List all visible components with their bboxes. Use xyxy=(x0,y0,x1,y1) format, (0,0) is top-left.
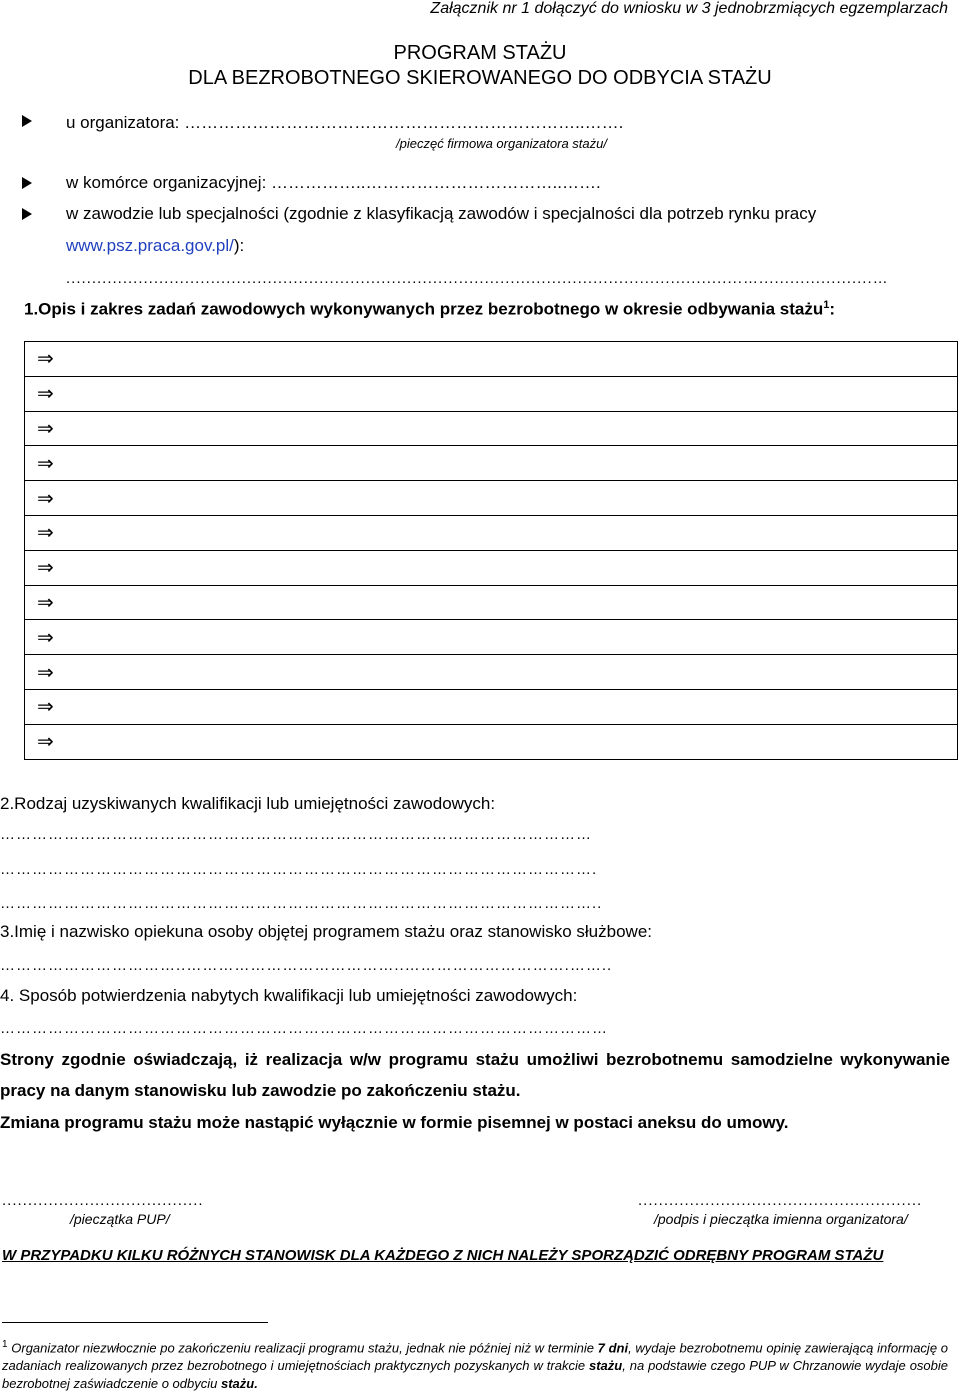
footnote-text-c: , na podstawie czego PUP w Chrzanowie wydaje osobie bezrobotnej zaświadczenie o odbyciu xyxy=(2,1358,948,1392)
footnote-text-bold: 7 dni xyxy=(597,1340,629,1356)
implies-arrow-icon: ⇒ xyxy=(37,383,54,406)
implies-arrow-icon: ⇒ xyxy=(37,452,54,475)
section4-title: 4. Sposób potwierdzenia nabytych kwalifikacji lub umiejętności zawodowych: xyxy=(0,986,578,1005)
section2-title: 2.Rodzaj uzyskiwanych kwalifikacji lub umiejętności zawodowych: xyxy=(0,794,496,813)
psz-link[interactable]: www.psz.praca.gov.pl/ xyxy=(66,236,234,255)
task-cell[interactable] xyxy=(25,411,958,446)
task-row xyxy=(25,376,958,411)
task-row xyxy=(25,342,958,377)
bullet-organizer xyxy=(22,114,32,132)
pup-stamp-field[interactable]: ....................................... xyxy=(2,1192,204,1209)
profession-link-line xyxy=(66,236,244,256)
task-row xyxy=(25,446,958,481)
task-row xyxy=(25,689,958,724)
implies-arrow-icon: ⇒ xyxy=(37,696,54,719)
task-cell[interactable] xyxy=(25,446,958,481)
section1-title-suffix: : xyxy=(829,299,836,319)
task-cell[interactable] xyxy=(25,342,958,377)
implies-arrow-icon: ⇒ xyxy=(37,487,54,510)
footnote-divider xyxy=(2,1322,268,1323)
section1-title xyxy=(24,299,835,320)
unit-label: w komórce organizacyjnej: xyxy=(66,173,267,192)
profession-label: w zawodzie lub specjalności (zgodnie z klasyfikacją zawodów i specjalności dla potrzeb rynku pracy xyxy=(66,204,817,223)
task-row xyxy=(25,724,958,759)
bullet-unit xyxy=(22,176,32,194)
task-row xyxy=(25,655,958,690)
section4-field[interactable]: …………………………………………………………………………………………………… xyxy=(0,1020,608,1037)
task-cell[interactable] xyxy=(25,515,958,550)
implies-arrow-icon: ⇒ xyxy=(37,557,54,580)
organizer-label: u organizatora: xyxy=(66,113,180,132)
section3-field[interactable]: ……………………………..…………………………………..………………………….…….. xyxy=(0,957,613,974)
implies-arrow-icon: ⇒ xyxy=(37,417,54,440)
task-cell[interactable] xyxy=(25,655,958,690)
separate-program-notice: W PRZYPADKU KILKU RÓŻNYCH STANOWISK DLA KAŻDEGO Z NICH NALEŻY SPORZĄDZIĆ ODRĘBNY PROGRAM STAŻU xyxy=(2,1247,884,1264)
task-row xyxy=(25,481,958,516)
organizer-line xyxy=(66,113,623,133)
statement-1: Strony zgodnie oświadczają, iż realizacja w/w programu stażu umożliwi bezrobotnemu samodzielne wykonywanie pracy na danym stanowisku lub zawodzie po zakończeniu stażu. xyxy=(0,1050,950,1100)
task-cell[interactable] xyxy=(25,724,958,759)
implies-arrow-icon: ⇒ xyxy=(37,591,54,614)
task-cell[interactable] xyxy=(25,620,958,655)
section2-field-1[interactable]: ………………………………………………………………………………………………… xyxy=(0,826,592,843)
implies-arrow-icon: ⇒ xyxy=(37,522,54,545)
arrow-bullet-icon xyxy=(22,177,32,189)
statement-2: Zmiana programu stażu może nastąpić wyłącznie w formie pisemnej w postaci aneksu do umowy. xyxy=(0,1113,789,1132)
profession-link-suffix: ): xyxy=(233,236,245,255)
profession-field[interactable]: ...................................................................................................................................…......................… xyxy=(66,270,889,287)
pup-stamp-label: /pieczątka PUP/ xyxy=(70,1211,170,1227)
implies-arrow-icon: ⇒ xyxy=(37,626,54,649)
task-cell[interactable] xyxy=(25,585,958,620)
footnote xyxy=(2,1336,948,1393)
section1-title-text: 1.Opis i zakres zadań zawodowych wykonywanych przez bezrobotnego w okresie odbywania stażu xyxy=(24,299,824,319)
task-cell[interactable] xyxy=(25,376,958,411)
task-row xyxy=(25,515,958,550)
implies-arrow-icon: ⇒ xyxy=(37,348,54,371)
arrow-bullet-icon xyxy=(22,115,32,127)
organizer-field[interactable]: ……………………………………………………………..……. xyxy=(184,113,624,132)
footnote-number: 1 xyxy=(2,1339,8,1350)
footnote-text-bold2: stażu xyxy=(589,1358,623,1374)
implies-arrow-icon: ⇒ xyxy=(37,731,54,754)
unit-line xyxy=(66,173,601,193)
task-row xyxy=(25,411,958,446)
annex-note: Załącznik nr 1 dołączyć do wniosku w 3 jednobrzmiących egzemplarzach xyxy=(430,0,948,17)
section3-title: 3.Imię i nazwisko opiekuna osoby objętej programem stażu oraz stanowisko służbowe: xyxy=(0,922,652,941)
footnote-text-b: , wydaje bezrobotnemu opinię zawierającą informację o zadaniach realizowanych przez bezrobotnego i umiejętnościach praktycznych pozyskanych w trakcie xyxy=(2,1340,948,1374)
task-cell[interactable] xyxy=(25,481,958,516)
footnote-text-bold3: stażu. xyxy=(220,1376,258,1392)
organizer-signature-label: /podpis i pieczątka imienna organizatora/ xyxy=(654,1211,908,1227)
task-row xyxy=(25,585,958,620)
footnote-text-a: Organizator niezwłocznie po zakończeniu realizacji programu stażu, jednak nie później niż w terminie xyxy=(11,1340,598,1356)
section2-field-3[interactable]: ………………………………………………………………………………………………….. xyxy=(0,895,603,912)
task-row xyxy=(25,550,958,585)
footnote-ref: 1 xyxy=(823,299,830,311)
task-cell[interactable] xyxy=(25,550,958,585)
implies-arrow-icon: ⇒ xyxy=(37,661,54,684)
bullet-profession xyxy=(22,207,32,225)
arrow-bullet-icon xyxy=(22,208,32,220)
document-subtitle: DLA BEZROBOTNEGO SKIEROWANEGO DO ODBYCIA STAŻU xyxy=(188,67,772,89)
document-title: PROGRAM STAŻU xyxy=(393,42,567,64)
tasks-table xyxy=(24,341,958,760)
section2-field-2[interactable]: …………………………………………………………………………………………………. xyxy=(0,861,598,878)
task-row xyxy=(25,620,958,655)
organizer-signature-field[interactable]: ....................................................... xyxy=(638,1192,923,1209)
unit-field[interactable]: ……………..……………………………..……. xyxy=(271,173,601,192)
task-cell[interactable] xyxy=(25,689,958,724)
organizer-hint: /pieczęć firmowa organizatora stażu/ xyxy=(396,136,607,151)
